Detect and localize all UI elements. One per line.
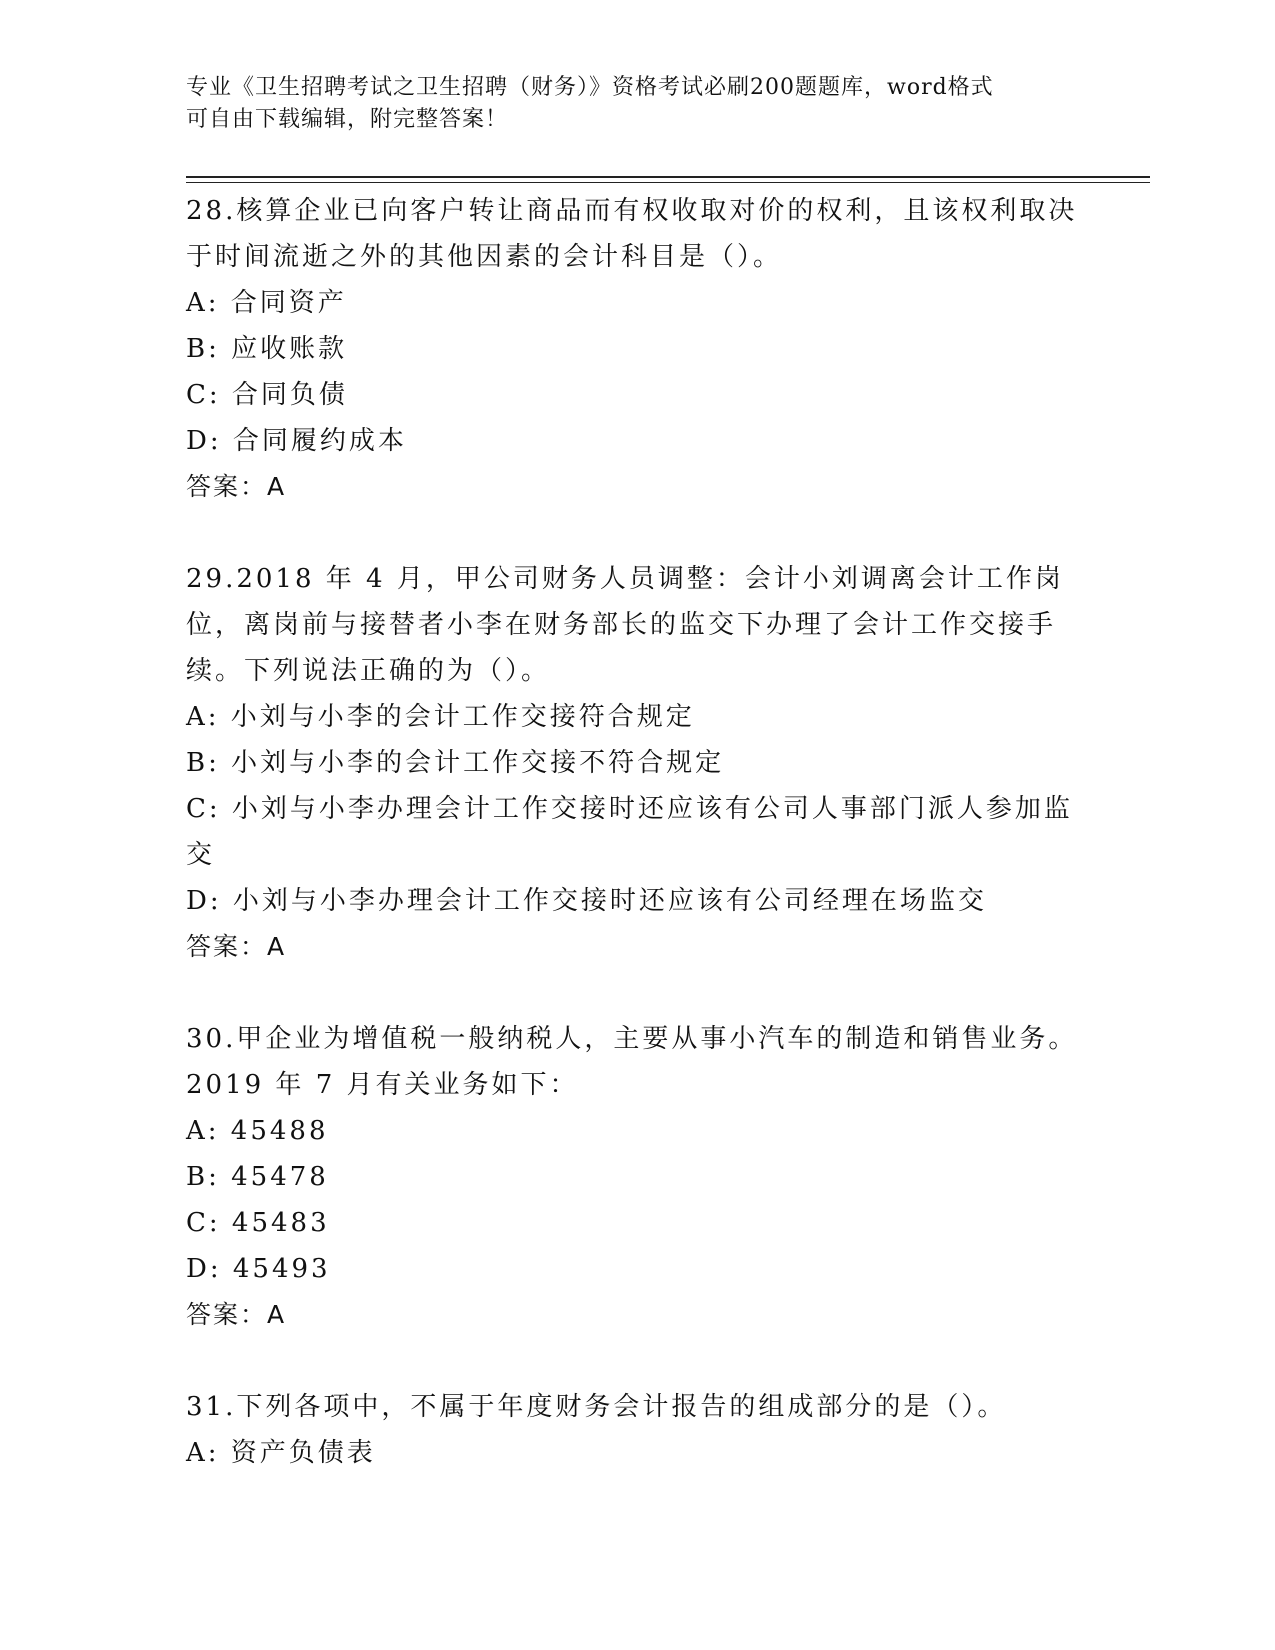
header-line-1: 专业《卫生招聘考试之卫生招聘（财务）》资格考试必刷200题题库，word格式 xyxy=(186,75,994,100)
question-stem: 31.下列各项中，不属于年度财务会计报告的组成部分的是（）。 xyxy=(186,1392,1007,1422)
header-line-2: 可自由下载编辑，附完整答案！ xyxy=(186,107,509,132)
answer-line: 答案：A xyxy=(186,472,287,501)
question-28 xyxy=(186,188,1086,510)
option-d: D: 小刘与小李办理会计工作交接时还应该有公司经理在场监交 xyxy=(186,886,987,916)
option-a: A: 小刘与小李的会计工作交接符合规定 xyxy=(186,702,695,732)
question-29 xyxy=(186,556,1086,970)
document-header xyxy=(186,72,1066,136)
option-c: C: 合同负债 xyxy=(186,380,348,410)
option-d: D: 合同履约成本 xyxy=(186,426,407,456)
option-b: B: 应收账款 xyxy=(186,334,348,364)
option-c: C: 小刘与小李办理会计工作交接时还应该有公司人事部门派人参加监交 xyxy=(186,794,1073,870)
option-b: B: 45478 xyxy=(186,1162,329,1192)
question-stem: 28.核算企业已向客户转让商品而有权收取对价的权利，且该权利取决于时间流逝之外的其他因素的会计科目是（）。 xyxy=(186,196,1078,272)
answer-line: 答案：A xyxy=(186,1300,287,1329)
option-b: B: 小刘与小李的会计工作交接不符合规定 xyxy=(186,748,725,778)
header-rule-thick xyxy=(186,176,1150,178)
question-stem: 29.2018 年 4 月，甲公司财务人员调整：会计小刘调离会计工作岗位，离岗前与接替者小李在财务部长的监交下办理了会计工作交接手续。下列说法正确的为（）。 xyxy=(186,564,1064,686)
question-list xyxy=(186,188,1086,1522)
question-stem: 30.甲企业为增值税一般纳税人，主要从事小汽车的制造和销售业务。2019 年 7 月有关业务如下： xyxy=(186,1024,1078,1100)
option-a: A: 合同资产 xyxy=(186,288,347,318)
header-rule-thin xyxy=(186,182,1150,183)
answer-line: 答案：A xyxy=(186,932,287,961)
option-d: D: 45493 xyxy=(186,1254,331,1284)
option-a: A: 资产负债表 xyxy=(186,1438,376,1468)
option-c: C: 45483 xyxy=(186,1208,330,1238)
question-30 xyxy=(186,1016,1086,1338)
option-a: A: 45488 xyxy=(186,1116,329,1146)
question-31 xyxy=(186,1384,1086,1476)
